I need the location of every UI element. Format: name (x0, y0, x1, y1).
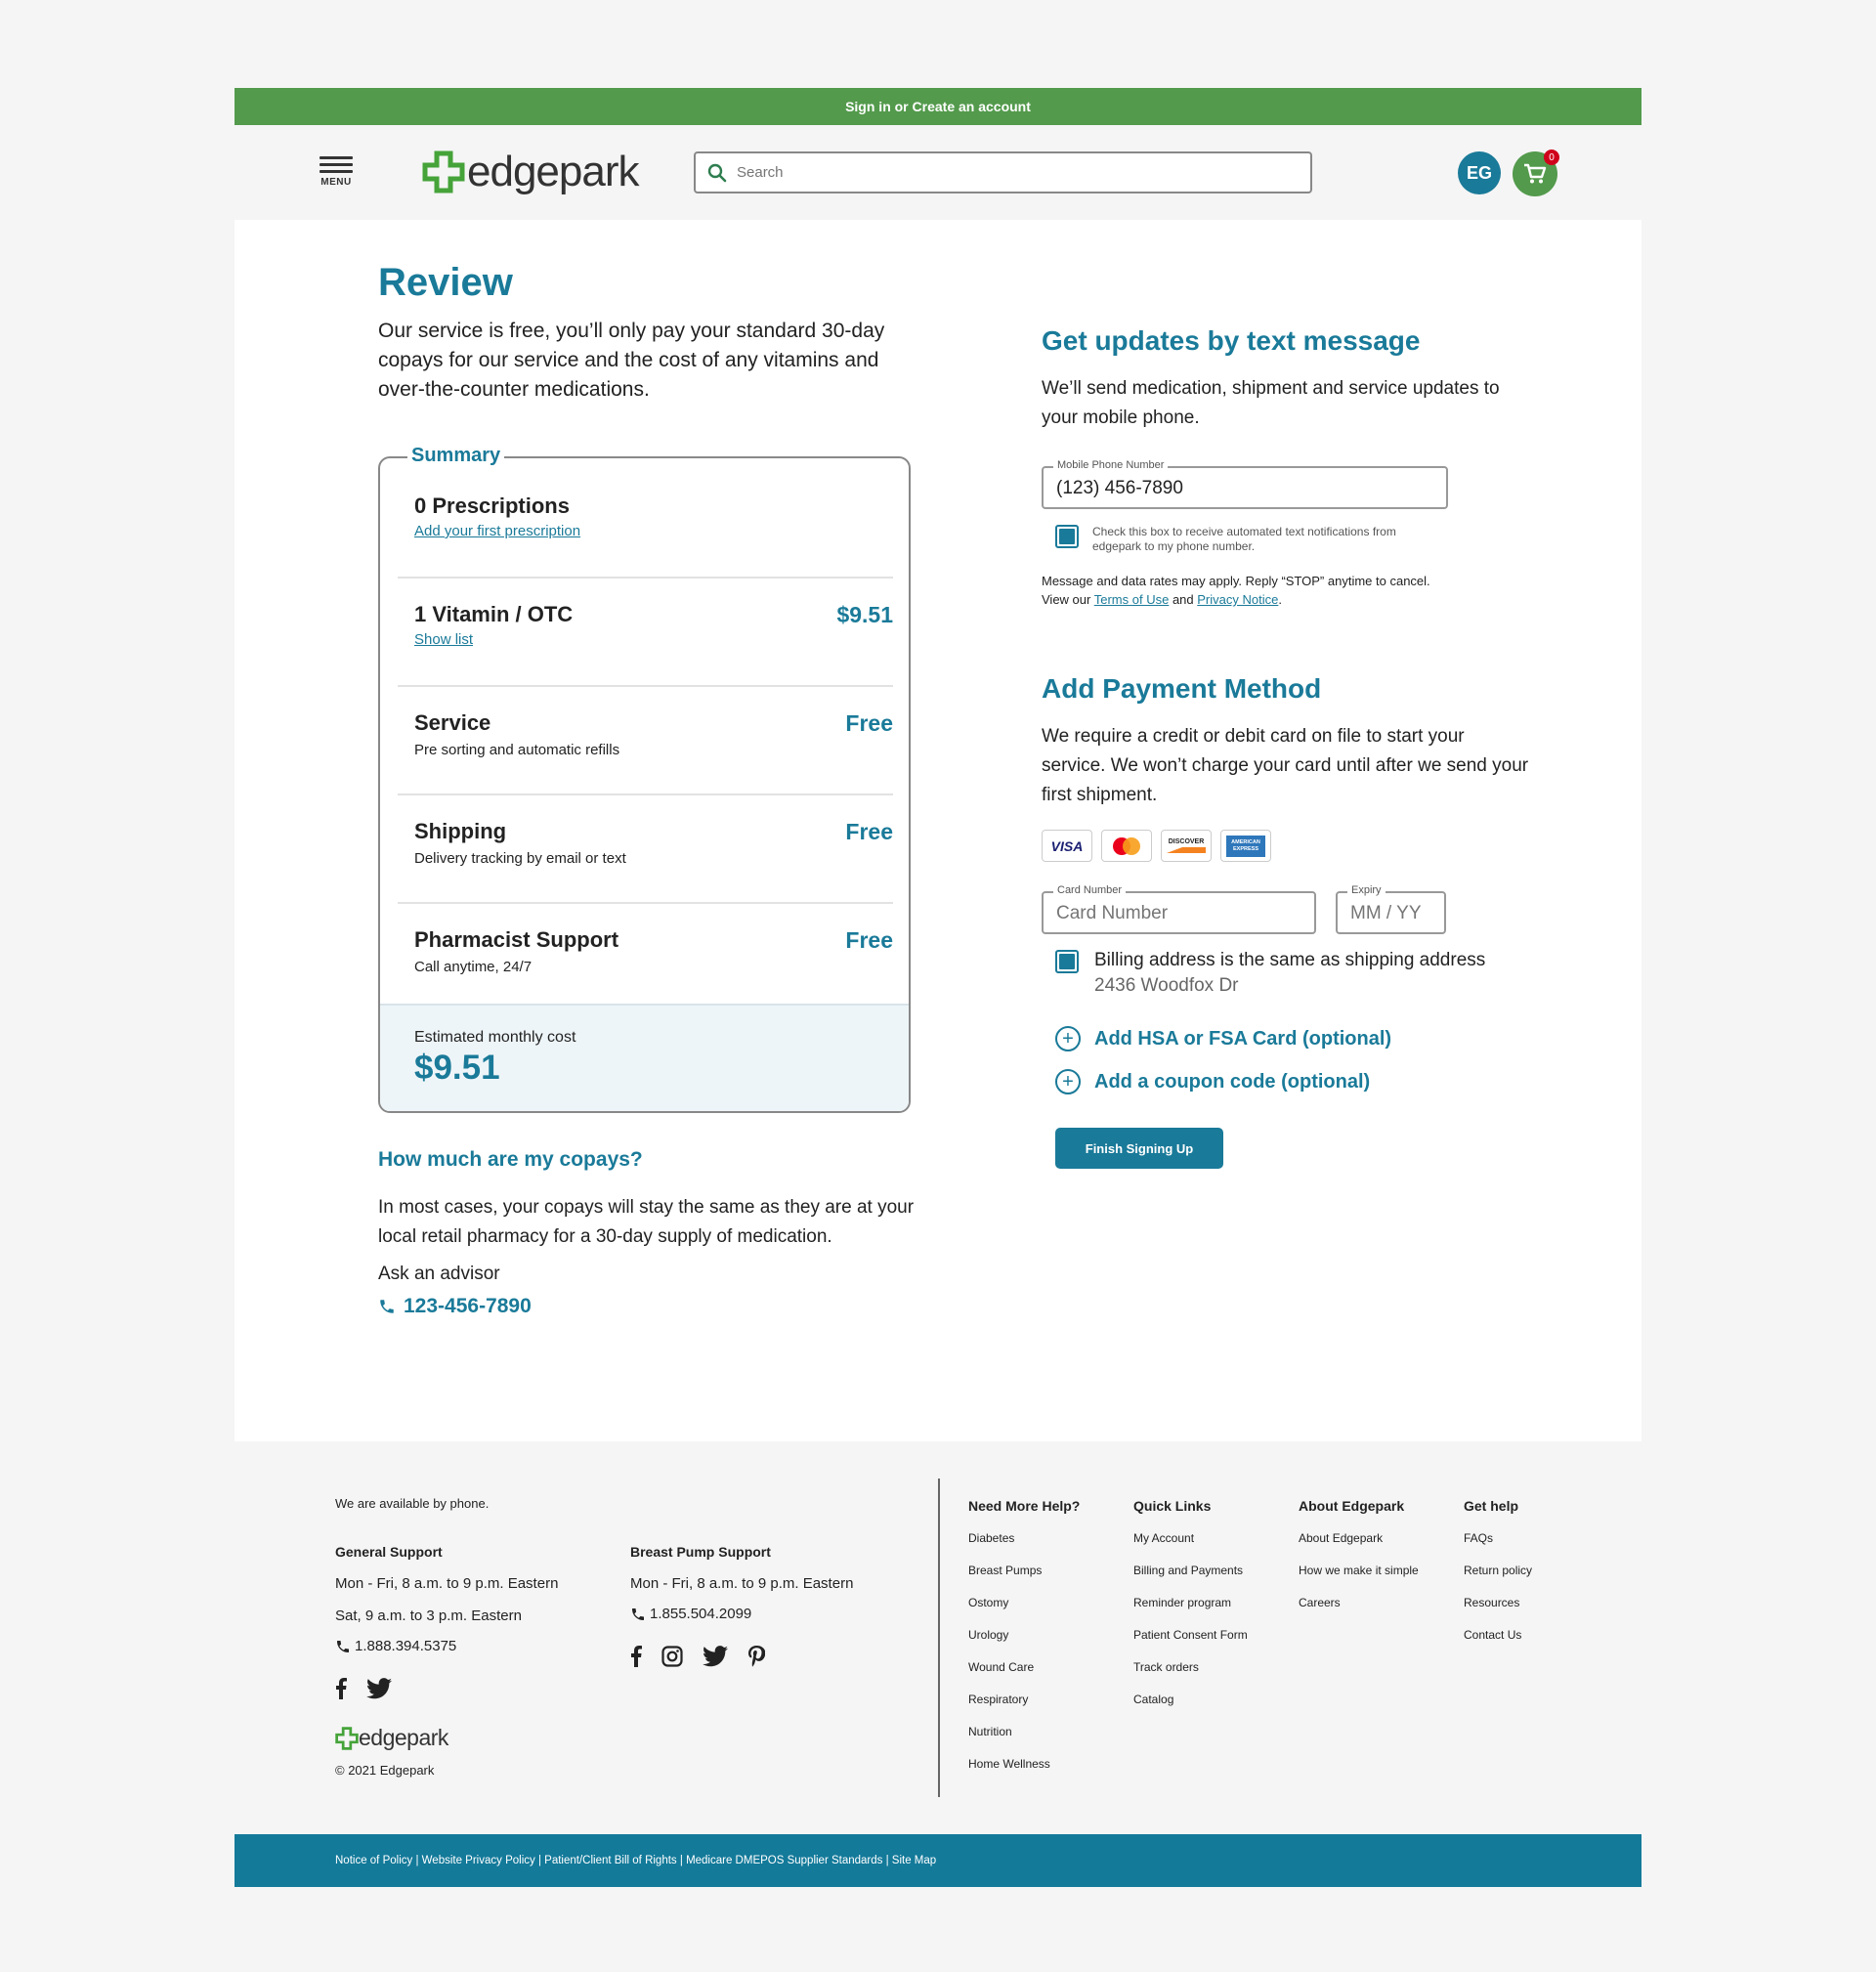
footer-link[interactable]: Home Wellness (968, 1757, 1050, 1771)
signin-banner[interactable] (234, 88, 1642, 125)
copays-text: In most cases, your copays will stay the same as they are at your local retail pharmacy for a 30-day supply of medication. (378, 1197, 915, 1247)
show-list-link[interactable]: Show list (414, 631, 474, 648)
footer-link[interactable]: How we make it simple (1299, 1564, 1419, 1577)
menu-button[interactable] (320, 156, 353, 188)
advisor-phone-number[interactable]: 123-456-7890 (404, 1295, 532, 1317)
footer-link[interactable]: Contact Us (1464, 1628, 1522, 1642)
separator: | (676, 1855, 687, 1866)
footer-col-get-help (1464, 1498, 1532, 1660)
sms-consent-text: Check this box to receive automated text notifications from edgepark to my phone number. (1092, 525, 1396, 553)
summary-row-title: 1 Vitamin / OTC (414, 602, 574, 626)
logo-wordmark: edgepark (467, 148, 639, 195)
card-logos (1042, 830, 1530, 862)
phone-icon (630, 1607, 646, 1622)
separator: | (882, 1855, 892, 1866)
footer-link[interactable]: Patient Consent Form (1133, 1628, 1248, 1642)
period-text: . (1278, 592, 1282, 607)
payment-heading: Add Payment Method (1042, 673, 1322, 704)
footer-col-quick-links (1133, 1498, 1248, 1725)
bill-of-rights-link[interactable]: Patient/Client Bill of Rights (544, 1855, 677, 1866)
search-icon (707, 163, 727, 183)
separator: | (412, 1855, 422, 1866)
site-footer (234, 1441, 1642, 1834)
notice-of-policy-link[interactable]: Notice of Policy (335, 1855, 413, 1866)
signup-column (1042, 325, 1530, 1169)
sms-disclaimer (1042, 572, 1530, 609)
terms-of-use-link[interactable]: Terms of Use (1093, 592, 1170, 607)
dmepos-standards-link[interactable]: Medicare DMEPOS Supplier Standards (686, 1855, 883, 1866)
summary-row-title: Shipping (414, 819, 507, 843)
main-content (234, 220, 1642, 1441)
footer-link[interactable]: Track orders (1133, 1660, 1199, 1674)
general-support-hours: Mon - Fri, 8 a.m. to 9 p.m. Eastern (335, 1575, 559, 1592)
summary-row-subtitle: Call anytime, 24/7 (414, 959, 533, 975)
cart-count-badge: 0 (1544, 150, 1559, 165)
summary-row-pharmacist (398, 904, 893, 1012)
cart-button[interactable] (1513, 151, 1557, 196)
hamburger-icon (320, 156, 353, 159)
review-intro: Our service is free, you’ll only pay your standard 30-day copays for our service and the cost of any vitamins and over-the-counter medications. (378, 320, 885, 401)
summary-row-price: $9.51 (836, 602, 893, 627)
general-support (335, 1544, 630, 1778)
breast-pump-title: Breast Pump Support (630, 1544, 771, 1560)
footer-link[interactable]: Diabetes (968, 1531, 1015, 1545)
finish-signing-up-button[interactable]: Finish Signing Up (1055, 1128, 1223, 1169)
footer-link[interactable]: My Account (1133, 1531, 1195, 1545)
checkbox-fill (1059, 954, 1075, 969)
estimated-cost-label: Estimated monthly cost (414, 1029, 576, 1046)
footer-link[interactable]: Nutrition (968, 1725, 1012, 1738)
facebook-icon[interactable] (335, 1678, 347, 1699)
footer-link[interactable]: Billing and Payments (1133, 1564, 1244, 1577)
summary-row-price: Free (845, 710, 893, 736)
add-hsa-label: Add HSA or FSA Card (optional) (1094, 1027, 1392, 1050)
page-frame (234, 88, 1642, 1887)
card-number-label: Card Number (1053, 884, 1126, 896)
mobile-phone-field[interactable] (1042, 459, 1448, 509)
summary-row-prescriptions (398, 470, 893, 579)
advisor-phone-link[interactable] (378, 1295, 925, 1318)
hamburger-icon (320, 170, 353, 173)
summary-row-price: Free (845, 927, 893, 953)
footer-link[interactable]: Return policy (1464, 1564, 1533, 1577)
billing-address: 2436 Woodfox Dr (1094, 975, 1239, 996)
footer-link[interactable]: Urology (968, 1628, 1009, 1642)
breast-pump-hours: Mon - Fri, 8 a.m. to 9 p.m. Eastern (630, 1575, 854, 1592)
twitter-icon[interactable] (703, 1646, 728, 1667)
mobile-phone-label: Mobile Phone Number (1053, 459, 1168, 471)
phone-icon (335, 1639, 351, 1654)
billing-same-label: Billing address is the same as shipping address (1094, 950, 1486, 970)
estimated-cost-amount: $9.51 (414, 1049, 500, 1087)
summary-row-subtitle: Delivery tracking by email or text (414, 850, 626, 867)
footer-link[interactable]: Catalog (1133, 1693, 1174, 1706)
summary-legend: Summary (407, 445, 504, 467)
amex-icon: AMERICAN EXPRESS (1220, 830, 1271, 862)
sms-disclaimer-line: Message and data rates may apply. Reply “STOP” anytime to cancel. (1042, 574, 1430, 588)
sms-description: We’ll send medication, shipment and service updates to your mobile phone. (1042, 378, 1500, 428)
summary-row-price: Free (845, 819, 893, 844)
visa-icon: VISA (1042, 830, 1092, 862)
card-number-input[interactable] (1056, 903, 1286, 924)
general-support-title: General Support (335, 1544, 443, 1560)
copays-heading: How much are my copays? (378, 1148, 643, 1171)
add-hsa-card-link[interactable] (1055, 1026, 1530, 1051)
add-coupon-label: Add a coupon code (optional) (1094, 1070, 1371, 1093)
billing-same-checkbox[interactable] (1055, 950, 1079, 973)
expiry-field[interactable] (1336, 884, 1446, 934)
privacy-notice-link[interactable]: Privacy Notice (1197, 592, 1279, 607)
general-social-links (335, 1678, 630, 1699)
footer-link[interactable]: Wound Care (968, 1660, 1035, 1674)
signin-link[interactable]: Sign in or Create an account (845, 99, 1031, 114)
ask-advisor-label: Ask an advisor (378, 1264, 500, 1284)
footer-col-title: Quick Links (1133, 1498, 1212, 1514)
summary-row-title: Pharmacist Support (414, 927, 619, 952)
cross-logo-icon (335, 1727, 359, 1750)
site-map-link[interactable]: Site Map (891, 1855, 937, 1866)
expiry-label: Expiry (1347, 884, 1386, 896)
view-our-text: View our (1042, 592, 1091, 607)
summary-row-title: 0 Prescriptions (414, 493, 570, 518)
sms-consent-row (1055, 525, 1446, 554)
footer-col-title: Need More Help? (968, 1498, 1081, 1514)
twitter-icon[interactable] (366, 1678, 392, 1699)
add-coupon-link[interactable] (1055, 1069, 1530, 1094)
summary-row-title: Service (414, 710, 491, 735)
pinterest-icon[interactable] (747, 1646, 765, 1667)
billing-same-row (1055, 950, 1530, 997)
footer-link[interactable]: Careers (1299, 1596, 1341, 1609)
sms-consent-checkbox[interactable] (1055, 525, 1079, 548)
general-support-hours: Sat, 9 a.m. to 3 p.m. Eastern (335, 1608, 522, 1624)
summary-row-service (398, 687, 893, 795)
summary-row-subtitle: Pre sorting and automatic refills (414, 742, 620, 758)
footer-available-text: We are available by phone. (335, 1496, 490, 1511)
search-box[interactable] (694, 151, 1312, 193)
expiry-input[interactable] (1350, 903, 1441, 924)
legal-links-bar (234, 1834, 1642, 1887)
breast-pump-social-links (630, 1646, 853, 1667)
payment-description: We require a credit or debit card on file to start your service. We won’t charge your card until after we send your first shipment. (1042, 726, 1529, 805)
sms-heading: Get updates by text message (1042, 325, 1421, 356)
breast-pump-support (630, 1544, 853, 1778)
edgepark-logo[interactable] (422, 148, 638, 196)
user-avatar[interactable]: EG (1458, 151, 1501, 194)
copays-section (378, 1148, 925, 1318)
estimated-cost-box (380, 1004, 909, 1111)
search-input[interactable] (737, 164, 1284, 181)
instagram-icon[interactable] (661, 1646, 683, 1667)
checkbox-fill (1059, 529, 1075, 544)
footer-link[interactable]: Ostomy (968, 1596, 1009, 1609)
discover-icon: DISCOVER (1161, 830, 1212, 862)
summary-panel (378, 445, 911, 1113)
menu-label: MENU (320, 177, 352, 188)
general-support-phone[interactable]: 1.888.394.5375 (335, 1638, 630, 1654)
footer-col-help (968, 1498, 1080, 1789)
footer-link[interactable]: FAQs (1464, 1531, 1494, 1545)
site-header (234, 125, 1642, 220)
add-prescription-link[interactable]: Add your first prescription (414, 523, 581, 539)
footer-col-about (1299, 1498, 1419, 1628)
footer-link[interactable]: Breast Pumps (968, 1564, 1043, 1577)
summary-row-vitamin (398, 579, 893, 687)
separator: | (534, 1855, 545, 1866)
footer-contact (335, 1496, 921, 1778)
website-privacy-policy-link[interactable]: Website Privacy Policy (421, 1855, 535, 1866)
hamburger-icon (320, 163, 353, 166)
footer-link[interactable]: Reminder program (1133, 1596, 1232, 1609)
footer-divider (938, 1479, 940, 1797)
footer-link[interactable]: Respiratory (968, 1693, 1029, 1706)
summary-row-shipping (398, 795, 893, 904)
cart-icon (1523, 163, 1547, 185)
mobile-phone-input[interactable] (1056, 478, 1398, 499)
review-column (378, 261, 925, 1317)
card-number-field[interactable] (1042, 884, 1316, 934)
footer-link[interactable]: Resources (1464, 1596, 1520, 1609)
copyright: © 2021 Edgepark (335, 1763, 435, 1778)
footer-logo[interactable] (335, 1725, 630, 1751)
footer-col-title: Get help (1464, 1498, 1519, 1514)
footer-link[interactable]: About Edgepark (1299, 1531, 1384, 1545)
footer-col-title: About Edgepark (1299, 1498, 1405, 1514)
and-text: and (1172, 592, 1194, 607)
footer-logo-wordmark: edgepark (359, 1725, 448, 1750)
plus-circle-icon: + (1055, 1069, 1081, 1094)
plus-circle-icon: + (1055, 1026, 1081, 1051)
cross-logo-icon (422, 150, 465, 193)
phone-icon (378, 1298, 396, 1315)
breast-pump-phone[interactable]: 1.855.504.2099 (630, 1606, 853, 1622)
facebook-icon[interactable] (630, 1646, 642, 1667)
mastercard-icon (1101, 830, 1152, 862)
card-fields-row (1042, 884, 1530, 934)
page-title: Review (378, 261, 513, 304)
